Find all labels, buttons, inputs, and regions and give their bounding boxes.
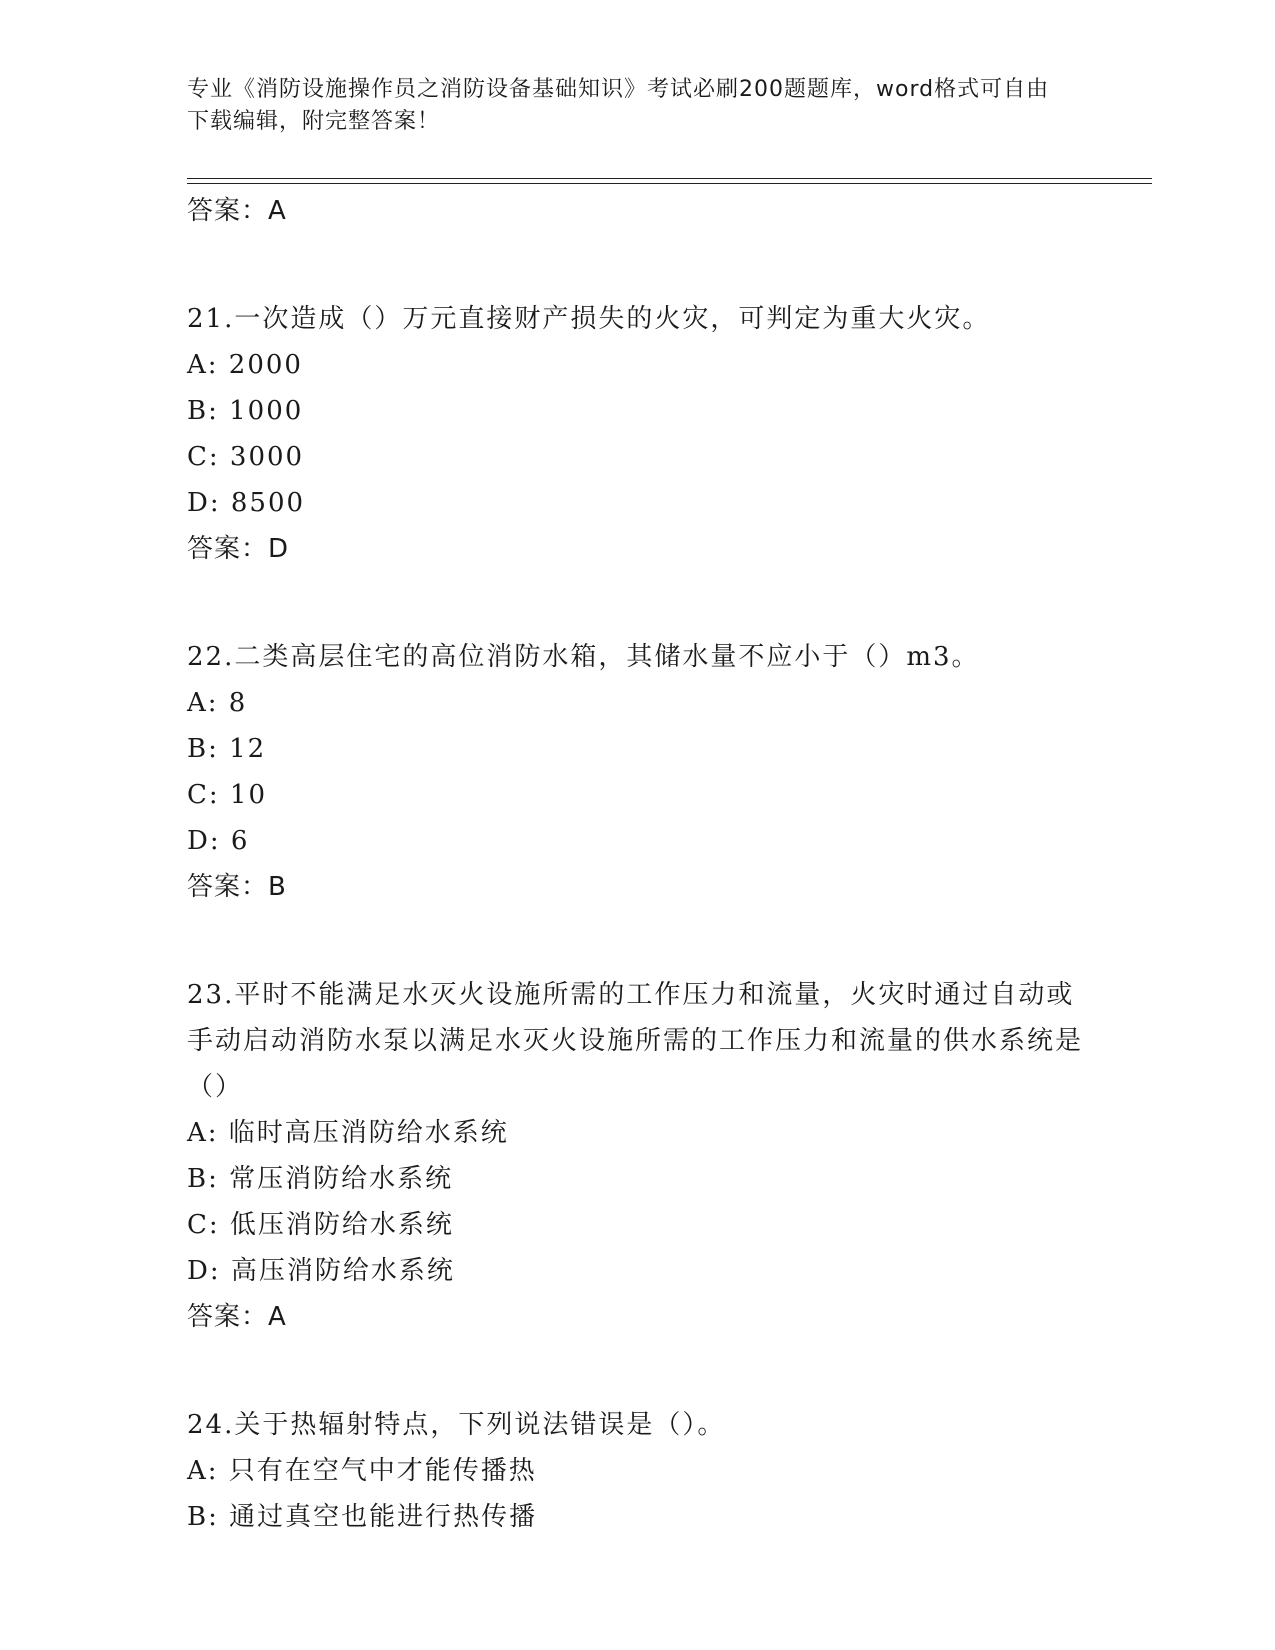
option-b: B: 1000 <box>187 396 304 426</box>
option-b: B: 常压消防给水系统 <box>187 1164 454 1194</box>
option-d: D: 8500 <box>187 488 306 518</box>
question-stem: 21.一次造成（）万元直接财产损失的火灾，可判定为重大火灾。 <box>187 304 991 334</box>
answer-line: 答案：B <box>187 872 287 902</box>
option-b: B: 12 <box>187 734 267 764</box>
option-d: D: 高压消防给水系统 <box>187 1256 455 1286</box>
option-a: A: 8 <box>187 688 248 718</box>
question-list <box>187 188 1087 1540</box>
option-a: A: 只有在空气中才能传播热 <box>187 1456 537 1486</box>
question-stem: 22.二类高层住宅的高位消防水箱，其储水量不应小于（）m3。 <box>187 642 980 672</box>
question-stem: 24.关于热辐射特点，下列说法错误是（）。 <box>187 1410 726 1440</box>
header-divider-top <box>187 178 1152 179</box>
option-d: D: 6 <box>187 826 250 856</box>
option-c: C: 10 <box>187 780 268 810</box>
question-block <box>187 972 1087 1340</box>
option-c: C: 低压消防给水系统 <box>187 1210 454 1240</box>
answer-line: 答案：D <box>187 534 290 564</box>
question-block <box>187 634 1087 910</box>
option-c: C: 3000 <box>187 442 305 472</box>
option-b: B: 通过真空也能进行热传播 <box>187 1502 538 1532</box>
question-stem: 23.平时不能满足水灭火设施所需的工作压力和流量，火灾时通过自动或手动启动消防水泵以满足水灭火设施所需的工作压力和流量的供水系统是（） <box>187 980 1084 1102</box>
header-divider-bottom <box>187 183 1152 184</box>
document-header: 专业《消防设施操作员之消防设备基础知识》考试必刷200题题库，word格式可自由下载编辑，附完整答案！ <box>187 77 1050 134</box>
question-block <box>187 1402 1087 1540</box>
answer-line: 答案：A <box>187 196 287 226</box>
answer-line: 答案：A <box>187 1302 287 1332</box>
option-a: A: 临时高压消防给水系统 <box>187 1118 509 1148</box>
question-block <box>187 296 1087 572</box>
option-a: A: 2000 <box>187 350 303 380</box>
